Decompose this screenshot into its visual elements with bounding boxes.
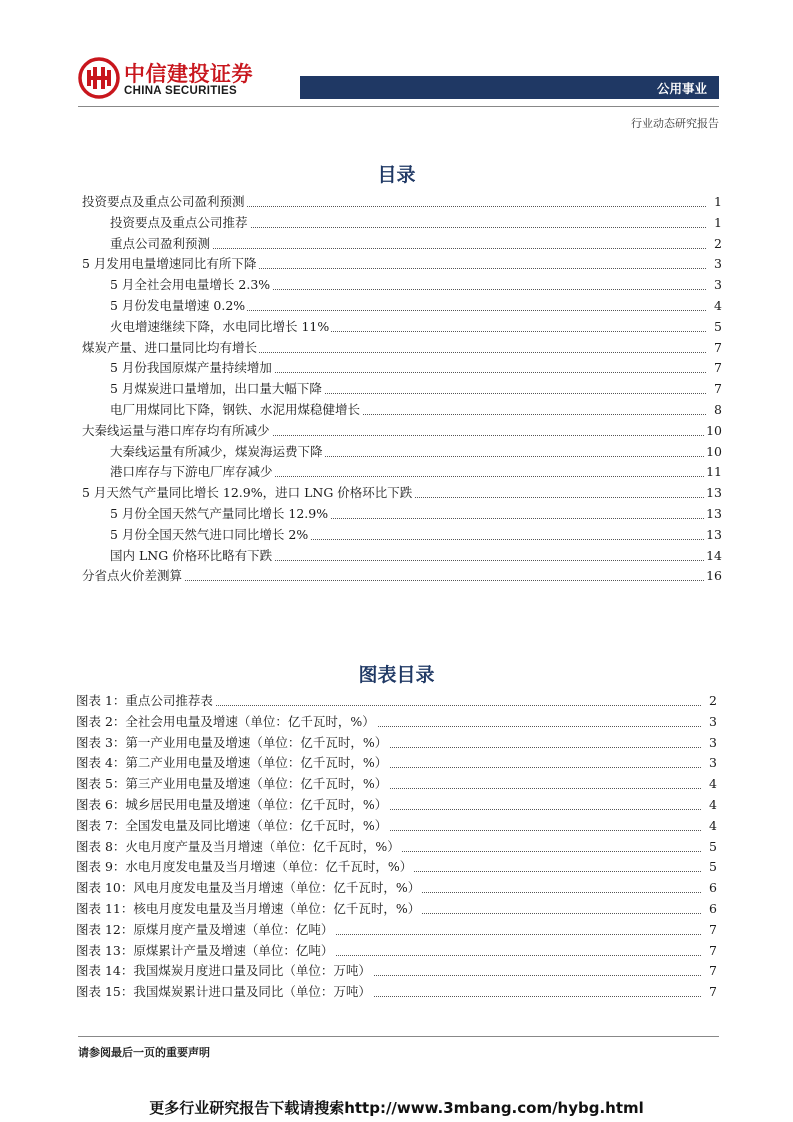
entry-page-number: 7 xyxy=(707,941,717,961)
toc-entry-level1[interactable] xyxy=(82,566,722,587)
industry-section-label: 公用事业 xyxy=(656,81,707,96)
figure-entry[interactable] xyxy=(76,878,717,899)
entry-title: 煤炭产量、进口量同比均有增长 xyxy=(82,338,259,358)
entry-title: 5 月份发电量增速 0.2% xyxy=(110,296,247,316)
toc-entry-level2[interactable] xyxy=(82,296,722,317)
entry-title: 图表 10：风电月度发电量及当月增速（单位：亿千瓦时，%） xyxy=(76,878,422,898)
company-logo xyxy=(78,55,258,105)
entry-title: 投资要点及重点公司盈利预测 xyxy=(82,192,247,212)
figure-entry[interactable] xyxy=(76,691,717,712)
entry-page-number: 5 xyxy=(712,317,722,337)
figure-entry[interactable] xyxy=(76,733,717,754)
figure-entry[interactable] xyxy=(76,857,717,878)
entry-page-number: 2 xyxy=(707,691,717,711)
entry-title: 大秦线运量有所减少，煤炭海运费下降 xyxy=(110,442,325,462)
header-bar xyxy=(300,76,719,99)
entry-page-number: 5 xyxy=(707,857,717,877)
figure-entry[interactable] xyxy=(76,712,717,733)
toc-entry-level2[interactable] xyxy=(82,317,722,338)
toc-entry-level1[interactable] xyxy=(82,254,722,275)
entry-title: 5 月份全国天然气进口同比增长 2% xyxy=(110,525,310,545)
entry-title: 图表 5：第三产业用电量及增速（单位：亿千瓦时，%） xyxy=(76,774,389,794)
brand-name-cn: 中信建投证券 xyxy=(124,62,253,86)
entry-page-number: 6 xyxy=(707,878,717,898)
china-securities-logo-icon xyxy=(78,57,120,99)
figure-entry[interactable] xyxy=(76,961,717,982)
toc-entry-level2[interactable] xyxy=(82,546,722,567)
entry-title: 电厂用煤同比下降，钢铁、水泥用煤稳健增长 xyxy=(110,400,362,420)
entry-page-number: 1 xyxy=(712,192,722,212)
entry-page-number: 7 xyxy=(712,338,722,358)
entry-page-number: 7 xyxy=(707,920,717,940)
toc-entry-level2[interactable] xyxy=(82,275,722,296)
entry-page-number: 5 xyxy=(707,837,717,857)
entry-title: 分省点火价差测算 xyxy=(82,566,184,586)
toc-entry-level1[interactable] xyxy=(82,421,722,442)
figure-entry[interactable] xyxy=(76,816,717,837)
figures-table-of-contents xyxy=(76,691,717,1003)
entry-page-number: 14 xyxy=(704,546,722,566)
entry-title: 图表 11：核电月度发电量及当月增速（单位：亿千瓦时，%） xyxy=(76,899,422,919)
entry-page-number: 11 xyxy=(704,462,722,482)
toc-entry-level2[interactable] xyxy=(82,442,722,463)
entry-title: 图表 4：第二产业用电量及增速（单位：亿千瓦时，%） xyxy=(76,753,389,773)
entry-title: 图表 8：火电月度产量及当月增速（单位：亿千瓦时，%） xyxy=(76,837,402,857)
toc-entry-level2[interactable] xyxy=(82,504,722,525)
entry-title: 5 月全社会用电量增长 2.3% xyxy=(110,275,272,295)
entry-page-number: 3 xyxy=(707,753,717,773)
entry-page-number: 3 xyxy=(707,733,717,753)
entry-title: 港口库存与下游电厂库存减少 xyxy=(110,462,275,482)
toc-entry-level2[interactable] xyxy=(82,525,722,546)
toc-entry-level2[interactable] xyxy=(82,462,722,483)
entry-page-number: 13 xyxy=(704,525,722,545)
entry-title: 投资要点及重点公司推荐 xyxy=(110,213,250,233)
entry-title: 图表 1：重点公司推荐表 xyxy=(76,691,215,711)
figure-entry[interactable] xyxy=(76,899,717,920)
figure-entry[interactable] xyxy=(76,920,717,941)
entry-page-number: 4 xyxy=(707,795,717,815)
entry-title: 图表 12：原煤月度产量及增速（单位：亿吨） xyxy=(76,920,335,940)
figure-entry[interactable] xyxy=(76,753,717,774)
entry-title: 图表 3：第一产业用电量及增速（单位：亿千瓦时，%） xyxy=(76,733,389,753)
disclaimer-note: 请参阅最后一页的重要声明 xyxy=(78,1046,210,1059)
entry-page-number: 7 xyxy=(712,379,722,399)
entry-title: 图表 13：原煤累计产量及增速（单位：亿吨） xyxy=(76,941,335,961)
entry-page-number: 8 xyxy=(712,400,722,420)
toc-entry-level2[interactable] xyxy=(82,234,722,255)
entry-page-number: 3 xyxy=(712,254,722,274)
brand-name-en: CHINA SECURITIES xyxy=(124,85,237,97)
header-divider xyxy=(78,106,719,107)
entry-title: 火电增速继续下降，水电同比增长 11% xyxy=(110,317,331,337)
entry-title: 重点公司盈利预测 xyxy=(110,234,212,254)
report-type-label: 行业动态研究报告 xyxy=(631,117,719,130)
figure-entry[interactable] xyxy=(76,795,717,816)
entry-title: 图表 15：我国煤炭累计进口量及同比（单位：万吨） xyxy=(76,982,373,1002)
entry-page-number: 7 xyxy=(707,982,717,1002)
toc-entry-level2[interactable] xyxy=(82,400,722,421)
entry-title: 国内 LNG 价格环比略有下跌 xyxy=(110,546,274,566)
figures-toc-title: 图表目录 xyxy=(358,664,435,686)
entry-page-number: 3 xyxy=(712,275,722,295)
toc-title: 目录 xyxy=(377,164,416,186)
entry-page-number: 13 xyxy=(704,483,722,503)
entry-page-number: 7 xyxy=(712,358,722,378)
entry-title: 5 月份全国天然气产量同比增长 12.9% xyxy=(110,504,330,524)
toc-entry-level2[interactable] xyxy=(82,213,722,234)
toc-entry-level1[interactable] xyxy=(82,338,722,359)
entry-page-number: 1 xyxy=(712,213,722,233)
figure-entry[interactable] xyxy=(76,774,717,795)
figure-entry[interactable] xyxy=(76,982,717,1003)
entry-title: 图表 9：水电月度发电量及当月增速（单位：亿千瓦时，%） xyxy=(76,857,414,877)
entry-page-number: 4 xyxy=(712,296,722,316)
entry-title: 5 月天然气产量同比增长 12.9%，进口 LNG 价格环比下跌 xyxy=(82,483,414,503)
toc-entry-level1[interactable] xyxy=(82,483,722,504)
entry-title: 图表 14：我国煤炭月度进口量及同比（单位：万吨） xyxy=(76,961,373,981)
entry-page-number: 10 xyxy=(704,442,722,462)
entry-page-number: 10 xyxy=(704,421,722,441)
entry-title: 图表 6：城乡居民用电量及增速（单位：亿千瓦时，%） xyxy=(76,795,389,815)
entry-title: 大秦线运量与港口库存均有所减少 xyxy=(82,421,272,441)
footer-divider xyxy=(78,1036,719,1037)
entry-page-number: 6 xyxy=(707,899,717,919)
entry-page-number: 2 xyxy=(712,234,722,254)
toc-entry-level1[interactable] xyxy=(82,192,722,213)
entry-title: 5 月份我国原煤产量持续增加 xyxy=(110,358,274,378)
entry-title: 图表 7：全国发电量及同比增速（单位：亿千瓦时，%） xyxy=(76,816,389,836)
entry-title: 5 月发用电量增速同比有所下降 xyxy=(82,254,258,274)
figure-entry[interactable] xyxy=(76,837,717,858)
entry-page-number: 13 xyxy=(704,504,722,524)
figure-entry[interactable] xyxy=(76,941,717,962)
download-watermark: 更多行业研究报告下载请搜索http://www.3mbang.com/hybg.html xyxy=(149,1099,644,1117)
entry-page-number: 3 xyxy=(707,712,717,732)
entry-page-number: 16 xyxy=(704,566,722,586)
entry-title: 图表 2：全社会用电量及增速（单位：亿千瓦时，%） xyxy=(76,712,377,732)
entry-page-number: 4 xyxy=(707,816,717,836)
entry-title: 5 月煤炭进口量增加，出口量大幅下降 xyxy=(110,379,324,399)
entry-page-number: 4 xyxy=(707,774,717,794)
entry-page-number: 7 xyxy=(707,961,717,981)
toc-entry-level2[interactable] xyxy=(82,379,722,400)
toc-entry-level2[interactable] xyxy=(82,358,722,379)
table-of-contents xyxy=(82,192,722,587)
